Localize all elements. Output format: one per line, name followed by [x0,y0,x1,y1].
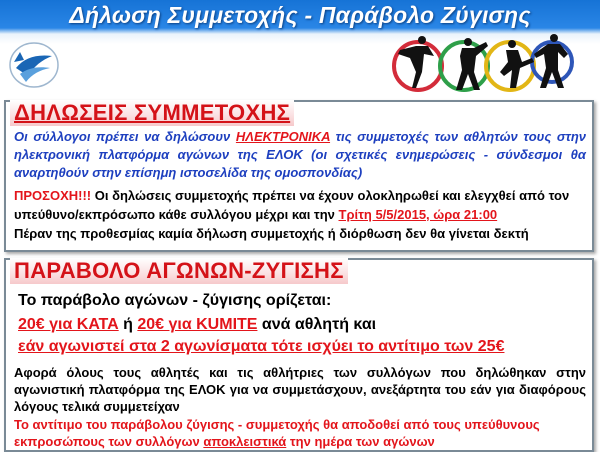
attention-label: ΠΡΟΣΟΧΗ!!! [14,188,92,203]
text-part: τις συμμετοχές των αθλητών τους στην ηλεκτρονική πλατφόρμα αγώνων της ΕΛΟΚ (οι σχετικές ενημερώσεις - σύνδεσμοι θα αναρτηθούν στην επίσημη ιστοσελίδα της ομοσπονδίας) [14,129,586,180]
deadline-notice [14,186,586,243]
payment-paragraph [14,416,586,450]
text-part: Πέραν της προθεσμίας καμία δήλωση συμμετοχής ή διόρθωση δεν θα γίνεται δεκτή [14,226,529,241]
deadline-date: Τρίτη 5/5/2015, ώρα 21:00 [338,207,498,222]
text-part: Οι σύλλογοι πρέπει να δηλώσουν [14,129,236,144]
fee-kumite: 20€ για KUMITE [137,316,258,333]
text-part: ανά αθλητή και [257,316,377,333]
fee-both: εάν αγωνιστεί στα 2 αγωνίσματα τότε ισχύει το αντίτιμο των 25€ [18,338,505,355]
fee-heading: ΠΑΡΑΒΟΛΟ ΑΓΩΝΩΝ-ΖΥΓΙΣΗΣ [10,258,348,284]
fee-amounts [18,316,376,334]
fee-panel [4,258,594,452]
entry-declarations-heading: ΔΗΛΩΣΕΙΣ ΣΥΜΜΕΤΟΧΗΣ [10,100,294,126]
text-part: Το αντίτιμο του παράβολου ζύγισης - συμμετοχής θα αποδοθεί από τους υπεύθυνους εκπροσώπους των συλλόγων [14,417,540,449]
text-part: Οι δηλώσεις συμμετοχής πρέπει να έχουν ολοκληρωθεί και ελεγχθεί από τον υπεύθυνο/εκπρόσωπο κάθε συλλόγου μέχρι και την [14,188,570,222]
fee-both-events [18,338,504,356]
electronic-entry-paragraph [14,128,586,182]
header-banner [0,0,600,96]
federation-logo-icon [6,40,62,90]
fee-intro: Το παράβολο αγώνων - ζύγισης ορίζεται: [18,292,332,309]
entry-declarations-panel [4,100,594,252]
fee-scope-paragraph: Αφορά όλους τους αθλητές και τις αθλήτριες των συλλόγων που δηλώθηκαν στην αγωνιστική πλατφόρμα της ΕΛΟΚ για να συμμετάσχουν, ανεξάρτητα του εάν για διαφόρους λόγους τελικά συμμετείχαν [14,365,586,414]
page-title: Δήλωση Συμμετοχής - Παράβολο Ζύγισης [69,2,531,28]
text-part: ή [118,316,138,333]
exclusively-emphasis: αποκλειστικά [203,434,287,449]
electronic-emphasis: ΗΛΕΚΤΡΟΝΙΚΑ [235,129,331,144]
text-part: την ημέρα των αγώνων [286,434,435,449]
fee-kata: 20€ για ΚΑΤΑ [18,316,119,333]
karate-olympic-rings-icon [388,32,576,96]
